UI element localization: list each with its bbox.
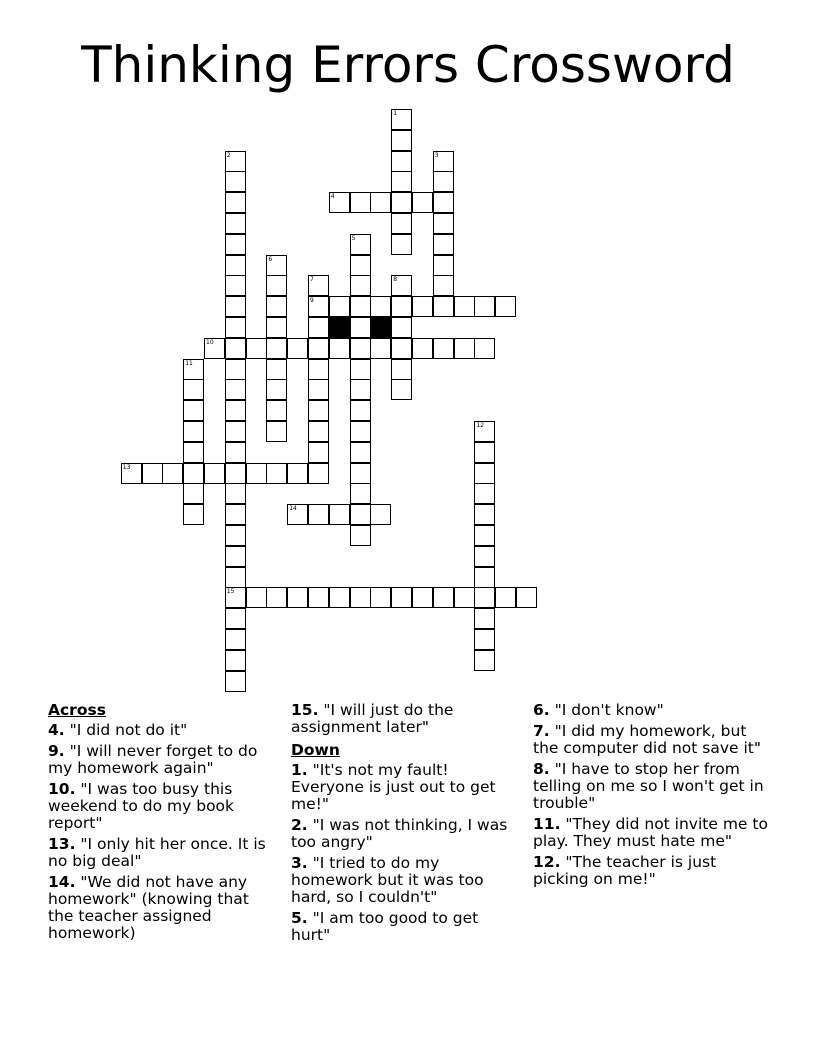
clue-number: 13 bbox=[122, 463, 131, 471]
grid-cell[interactable] bbox=[350, 587, 371, 608]
clue-text: "We did not have any homework" (knowing that the teacher assigned homework) bbox=[48, 873, 249, 942]
grid-cell[interactable] bbox=[433, 234, 454, 255]
grid-cell[interactable] bbox=[454, 296, 475, 317]
grid-cell[interactable] bbox=[225, 213, 246, 234]
grid-cell[interactable] bbox=[266, 338, 287, 359]
grid-cell[interactable] bbox=[474, 546, 495, 567]
grid-cell[interactable] bbox=[391, 275, 412, 296]
clue-item bbox=[291, 702, 513, 736]
clue-number: 14. bbox=[48, 873, 76, 891]
clue-number: 12. bbox=[533, 853, 561, 871]
grid-cell[interactable] bbox=[391, 234, 412, 255]
grid-cell[interactable] bbox=[350, 463, 371, 484]
clue-number: 4. bbox=[48, 721, 65, 739]
clue-text: "I only hit her once. It is no big deal" bbox=[48, 835, 266, 870]
grid-cell[interactable] bbox=[474, 338, 495, 359]
black-cell bbox=[370, 317, 391, 338]
grid-cell[interactable] bbox=[308, 359, 329, 380]
page-title: Thinking Errors Crossword bbox=[81, 36, 735, 94]
grid-cell[interactable] bbox=[329, 192, 350, 213]
down-clue-list-continued bbox=[533, 702, 768, 888]
clue-text: "I tried to do my homework but it was too hard, so I couldn't" bbox=[291, 854, 484, 906]
grid-cell[interactable] bbox=[225, 442, 246, 463]
clue-text: "I was too busy this weekend to do my book report" bbox=[48, 780, 235, 832]
clue-number: 2. bbox=[291, 816, 308, 834]
grid-cell[interactable] bbox=[225, 463, 246, 484]
clue-item bbox=[48, 743, 270, 777]
grid-cell[interactable] bbox=[183, 421, 204, 442]
grid-cell[interactable] bbox=[225, 359, 246, 380]
clues-column-3 bbox=[533, 702, 768, 892]
grid-cell[interactable] bbox=[495, 587, 516, 608]
grid-cell[interactable] bbox=[391, 296, 412, 317]
clue-number: 5. bbox=[291, 909, 308, 927]
grid-cell[interactable] bbox=[225, 255, 246, 276]
clue-number: 6 bbox=[268, 255, 273, 263]
grid-cell[interactable] bbox=[225, 338, 246, 359]
grid-cell[interactable] bbox=[225, 234, 246, 255]
grid-cell[interactable] bbox=[391, 317, 412, 338]
grid-cell[interactable] bbox=[433, 213, 454, 234]
grid-cell[interactable] bbox=[474, 463, 495, 484]
grid-cell[interactable] bbox=[433, 192, 454, 213]
grid-cell[interactable] bbox=[350, 525, 371, 546]
grid-cell[interactable] bbox=[350, 359, 371, 380]
grid-cell[interactable] bbox=[225, 421, 246, 442]
clue-number: 15. bbox=[291, 701, 319, 719]
grid-cell[interactable] bbox=[225, 317, 246, 338]
clue-number: 11 bbox=[185, 359, 193, 367]
grid-cell[interactable] bbox=[225, 171, 246, 192]
grid-cell[interactable] bbox=[391, 151, 412, 172]
clue-item bbox=[533, 816, 768, 850]
grid-cell[interactable] bbox=[474, 442, 495, 463]
clue-number: 9. bbox=[48, 742, 65, 760]
grid-cell[interactable] bbox=[266, 463, 287, 484]
grid-cell[interactable] bbox=[350, 192, 371, 213]
grid-cell[interactable] bbox=[329, 587, 350, 608]
clue-number: 5 bbox=[351, 234, 356, 242]
grid-cell[interactable] bbox=[474, 296, 495, 317]
grid-cell[interactable] bbox=[183, 463, 204, 484]
grid-cell[interactable] bbox=[308, 296, 329, 317]
grid-cell[interactable] bbox=[474, 567, 495, 588]
grid-cell[interactable] bbox=[370, 504, 391, 525]
grid-cell[interactable] bbox=[266, 296, 287, 317]
grid-cell[interactable] bbox=[350, 275, 371, 296]
clue-number: 15 bbox=[226, 588, 235, 596]
grid-cell[interactable] bbox=[225, 400, 246, 421]
grid-cell[interactable] bbox=[391, 130, 412, 151]
grid-cell[interactable] bbox=[370, 587, 391, 608]
grid-cell[interactable] bbox=[266, 379, 287, 400]
clue-number: 6. bbox=[533, 701, 550, 719]
grid-cell[interactable] bbox=[183, 379, 204, 400]
grid-cell[interactable] bbox=[225, 546, 246, 567]
grid-cell[interactable] bbox=[370, 338, 391, 359]
grid-cell[interactable] bbox=[391, 359, 412, 380]
grid-cell[interactable] bbox=[308, 379, 329, 400]
grid-cell[interactable] bbox=[266, 275, 287, 296]
clue-text: "I have to stop her from telling on me so I won't get in trouble" bbox=[533, 760, 764, 812]
grid-cell[interactable] bbox=[287, 587, 308, 608]
grid-cell[interactable] bbox=[246, 587, 267, 608]
clue-item bbox=[48, 722, 270, 739]
grid-cell[interactable] bbox=[433, 275, 454, 296]
grid-cell[interactable] bbox=[391, 338, 412, 359]
grid-cell[interactable] bbox=[308, 463, 329, 484]
across-clue-list bbox=[48, 722, 270, 942]
clue-item bbox=[533, 854, 768, 888]
clue-item bbox=[533, 702, 768, 719]
grid-cell[interactable] bbox=[225, 483, 246, 504]
clue-number: 10 bbox=[206, 338, 214, 346]
grid-cell[interactable] bbox=[246, 338, 267, 359]
grid-cell[interactable] bbox=[433, 151, 454, 172]
clue-item bbox=[291, 817, 513, 851]
grid-cell[interactable] bbox=[266, 587, 287, 608]
clue-item bbox=[48, 781, 270, 832]
grid-cell[interactable] bbox=[266, 400, 287, 421]
grid-cell[interactable] bbox=[266, 421, 287, 442]
clue-number: 1. bbox=[291, 761, 308, 779]
grid-cell[interactable] bbox=[266, 317, 287, 338]
grid-cell[interactable] bbox=[350, 442, 371, 463]
grid-cell[interactable] bbox=[183, 359, 204, 380]
clue-number: 7. bbox=[533, 722, 550, 740]
clue-text: "They did not invite me to play. They must hate me" bbox=[533, 815, 768, 850]
grid-cell[interactable] bbox=[412, 587, 433, 608]
grid-cell[interactable] bbox=[474, 525, 495, 546]
grid-cell[interactable] bbox=[225, 525, 246, 546]
clue-number: 3 bbox=[434, 151, 439, 159]
across-heading: Across bbox=[48, 701, 106, 719]
grid-cell[interactable] bbox=[412, 192, 433, 213]
grid-cell[interactable] bbox=[474, 587, 495, 608]
grid-cell[interactable] bbox=[433, 255, 454, 276]
grid-cell[interactable] bbox=[308, 317, 329, 338]
clues-column-2 bbox=[291, 702, 513, 948]
grid-cell[interactable] bbox=[329, 296, 350, 317]
clue-text: "I did my homework, but the computer did not save it" bbox=[533, 722, 761, 757]
grid-cell[interactable] bbox=[433, 296, 454, 317]
grid-cell[interactable] bbox=[474, 421, 495, 442]
grid-cell[interactable] bbox=[308, 442, 329, 463]
grid-cell[interactable] bbox=[391, 192, 412, 213]
grid-cell[interactable] bbox=[350, 400, 371, 421]
down-clue-list bbox=[291, 762, 513, 944]
grid-cell[interactable] bbox=[308, 275, 329, 296]
grid-cell[interactable] bbox=[433, 171, 454, 192]
clue-number: 1 bbox=[393, 110, 398, 117]
grid-cell[interactable] bbox=[350, 255, 371, 276]
grid-cell[interactable] bbox=[225, 151, 246, 172]
clue-number: 3. bbox=[291, 854, 308, 872]
clue-number: 4 bbox=[330, 193, 335, 201]
down-heading: Down bbox=[291, 741, 340, 759]
grid-cell[interactable] bbox=[183, 400, 204, 421]
clue-item bbox=[533, 761, 768, 812]
clue-number: 11. bbox=[533, 815, 561, 833]
clue-item bbox=[291, 910, 513, 944]
grid-cell[interactable] bbox=[516, 587, 537, 608]
clue-number: 10. bbox=[48, 780, 76, 798]
clue-item bbox=[48, 836, 270, 870]
clue-text: "I was not thinking, I was too angry" bbox=[291, 816, 508, 851]
grid-cell[interactable] bbox=[412, 338, 433, 359]
clue-number: 12 bbox=[476, 422, 485, 429]
grid-cell[interactable] bbox=[391, 171, 412, 192]
clue-text: "I did not do it" bbox=[64, 721, 188, 739]
grid-cell[interactable] bbox=[454, 587, 475, 608]
grid-cell[interactable] bbox=[225, 192, 246, 213]
grid-cell[interactable] bbox=[329, 338, 350, 359]
grid-cell[interactable] bbox=[225, 629, 246, 650]
grid-cell[interactable] bbox=[474, 650, 495, 671]
clue-item bbox=[291, 762, 513, 813]
grid-cell[interactable] bbox=[350, 296, 371, 317]
grid-cell[interactable] bbox=[246, 463, 267, 484]
grid-cell[interactable] bbox=[287, 338, 308, 359]
grid-cell[interactable] bbox=[287, 463, 308, 484]
clue-text: "I will never forget to do my homework again" bbox=[48, 742, 258, 777]
clue-number: 8 bbox=[393, 276, 398, 284]
grid-cell[interactable] bbox=[225, 379, 246, 400]
grid-cell[interactable] bbox=[225, 671, 246, 692]
grid-cell[interactable] bbox=[183, 442, 204, 463]
grid-cell[interactable] bbox=[350, 421, 371, 442]
grid-cell[interactable] bbox=[474, 483, 495, 504]
clue-text: "I am too good to get hurt" bbox=[291, 909, 479, 944]
grid-cell[interactable] bbox=[225, 587, 246, 608]
grid-cell[interactable] bbox=[204, 463, 225, 484]
grid-cell[interactable] bbox=[329, 504, 350, 525]
clue-number: 9 bbox=[310, 297, 314, 305]
clue-number: 7 bbox=[310, 276, 314, 284]
grid-cell[interactable] bbox=[495, 296, 516, 317]
clue-number: 2 bbox=[226, 151, 231, 159]
grid-cell[interactable] bbox=[433, 338, 454, 359]
grid-cell[interactable] bbox=[308, 587, 329, 608]
grid-cell[interactable] bbox=[121, 463, 142, 484]
grid-cell[interactable] bbox=[183, 504, 204, 525]
grid-cell[interactable] bbox=[474, 608, 495, 629]
clue-text: "I will just do the assignment later" bbox=[291, 701, 454, 736]
clue-text: "It's not my fault! Everyone is just out to get me!" bbox=[291, 761, 496, 813]
across-clue-list-continued bbox=[291, 702, 513, 736]
grid-cell[interactable] bbox=[350, 483, 371, 504]
clue-number: 14 bbox=[289, 505, 297, 513]
grid-cell[interactable] bbox=[474, 629, 495, 650]
grid-cell[interactable] bbox=[433, 587, 454, 608]
grid-cell[interactable] bbox=[308, 421, 329, 442]
grid-cell[interactable] bbox=[225, 504, 246, 525]
grid-cell[interactable] bbox=[391, 109, 412, 130]
grid-cell[interactable] bbox=[412, 296, 433, 317]
grid-cell[interactable] bbox=[183, 483, 204, 504]
clue-number: 13. bbox=[48, 835, 76, 853]
grid-cell[interactable] bbox=[350, 504, 371, 525]
grid-cell[interactable] bbox=[225, 567, 246, 588]
grid-cell[interactable] bbox=[266, 359, 287, 380]
grid-cell[interactable] bbox=[308, 338, 329, 359]
grid-cell[interactable] bbox=[225, 650, 246, 671]
grid-cell[interactable] bbox=[391, 213, 412, 234]
black-cell bbox=[329, 317, 350, 338]
grid-cell[interactable] bbox=[391, 379, 412, 400]
clue-text: "I don't know" bbox=[549, 701, 664, 719]
grid-cell[interactable] bbox=[225, 275, 246, 296]
grid-cell[interactable] bbox=[308, 504, 329, 525]
clue-text: "The teacher is just picking on me!" bbox=[533, 853, 717, 888]
grid-cell[interactable] bbox=[225, 608, 246, 629]
grid-cell[interactable] bbox=[204, 338, 225, 359]
grid-cell[interactable] bbox=[454, 338, 475, 359]
grid-cell[interactable] bbox=[162, 463, 183, 484]
clue-item bbox=[533, 723, 768, 757]
grid-cell[interactable] bbox=[370, 296, 391, 317]
grid-cell[interactable] bbox=[308, 400, 329, 421]
grid-cell[interactable] bbox=[287, 504, 308, 525]
grid-cell[interactable] bbox=[350, 379, 371, 400]
grid-cell[interactable] bbox=[350, 234, 371, 255]
grid-cell[interactable] bbox=[474, 504, 495, 525]
clue-number: 8. bbox=[533, 760, 550, 778]
grid-cell[interactable] bbox=[370, 192, 391, 213]
clue-item bbox=[48, 874, 270, 942]
grid-cell[interactable] bbox=[391, 587, 412, 608]
grid-cell[interactable] bbox=[350, 317, 371, 338]
clue-item bbox=[291, 855, 513, 906]
grid-cell[interactable] bbox=[225, 296, 246, 317]
grid-cell[interactable] bbox=[350, 338, 371, 359]
grid-cell[interactable] bbox=[142, 463, 163, 484]
grid-cell[interactable] bbox=[266, 255, 287, 276]
clues-column-1 bbox=[48, 702, 270, 946]
